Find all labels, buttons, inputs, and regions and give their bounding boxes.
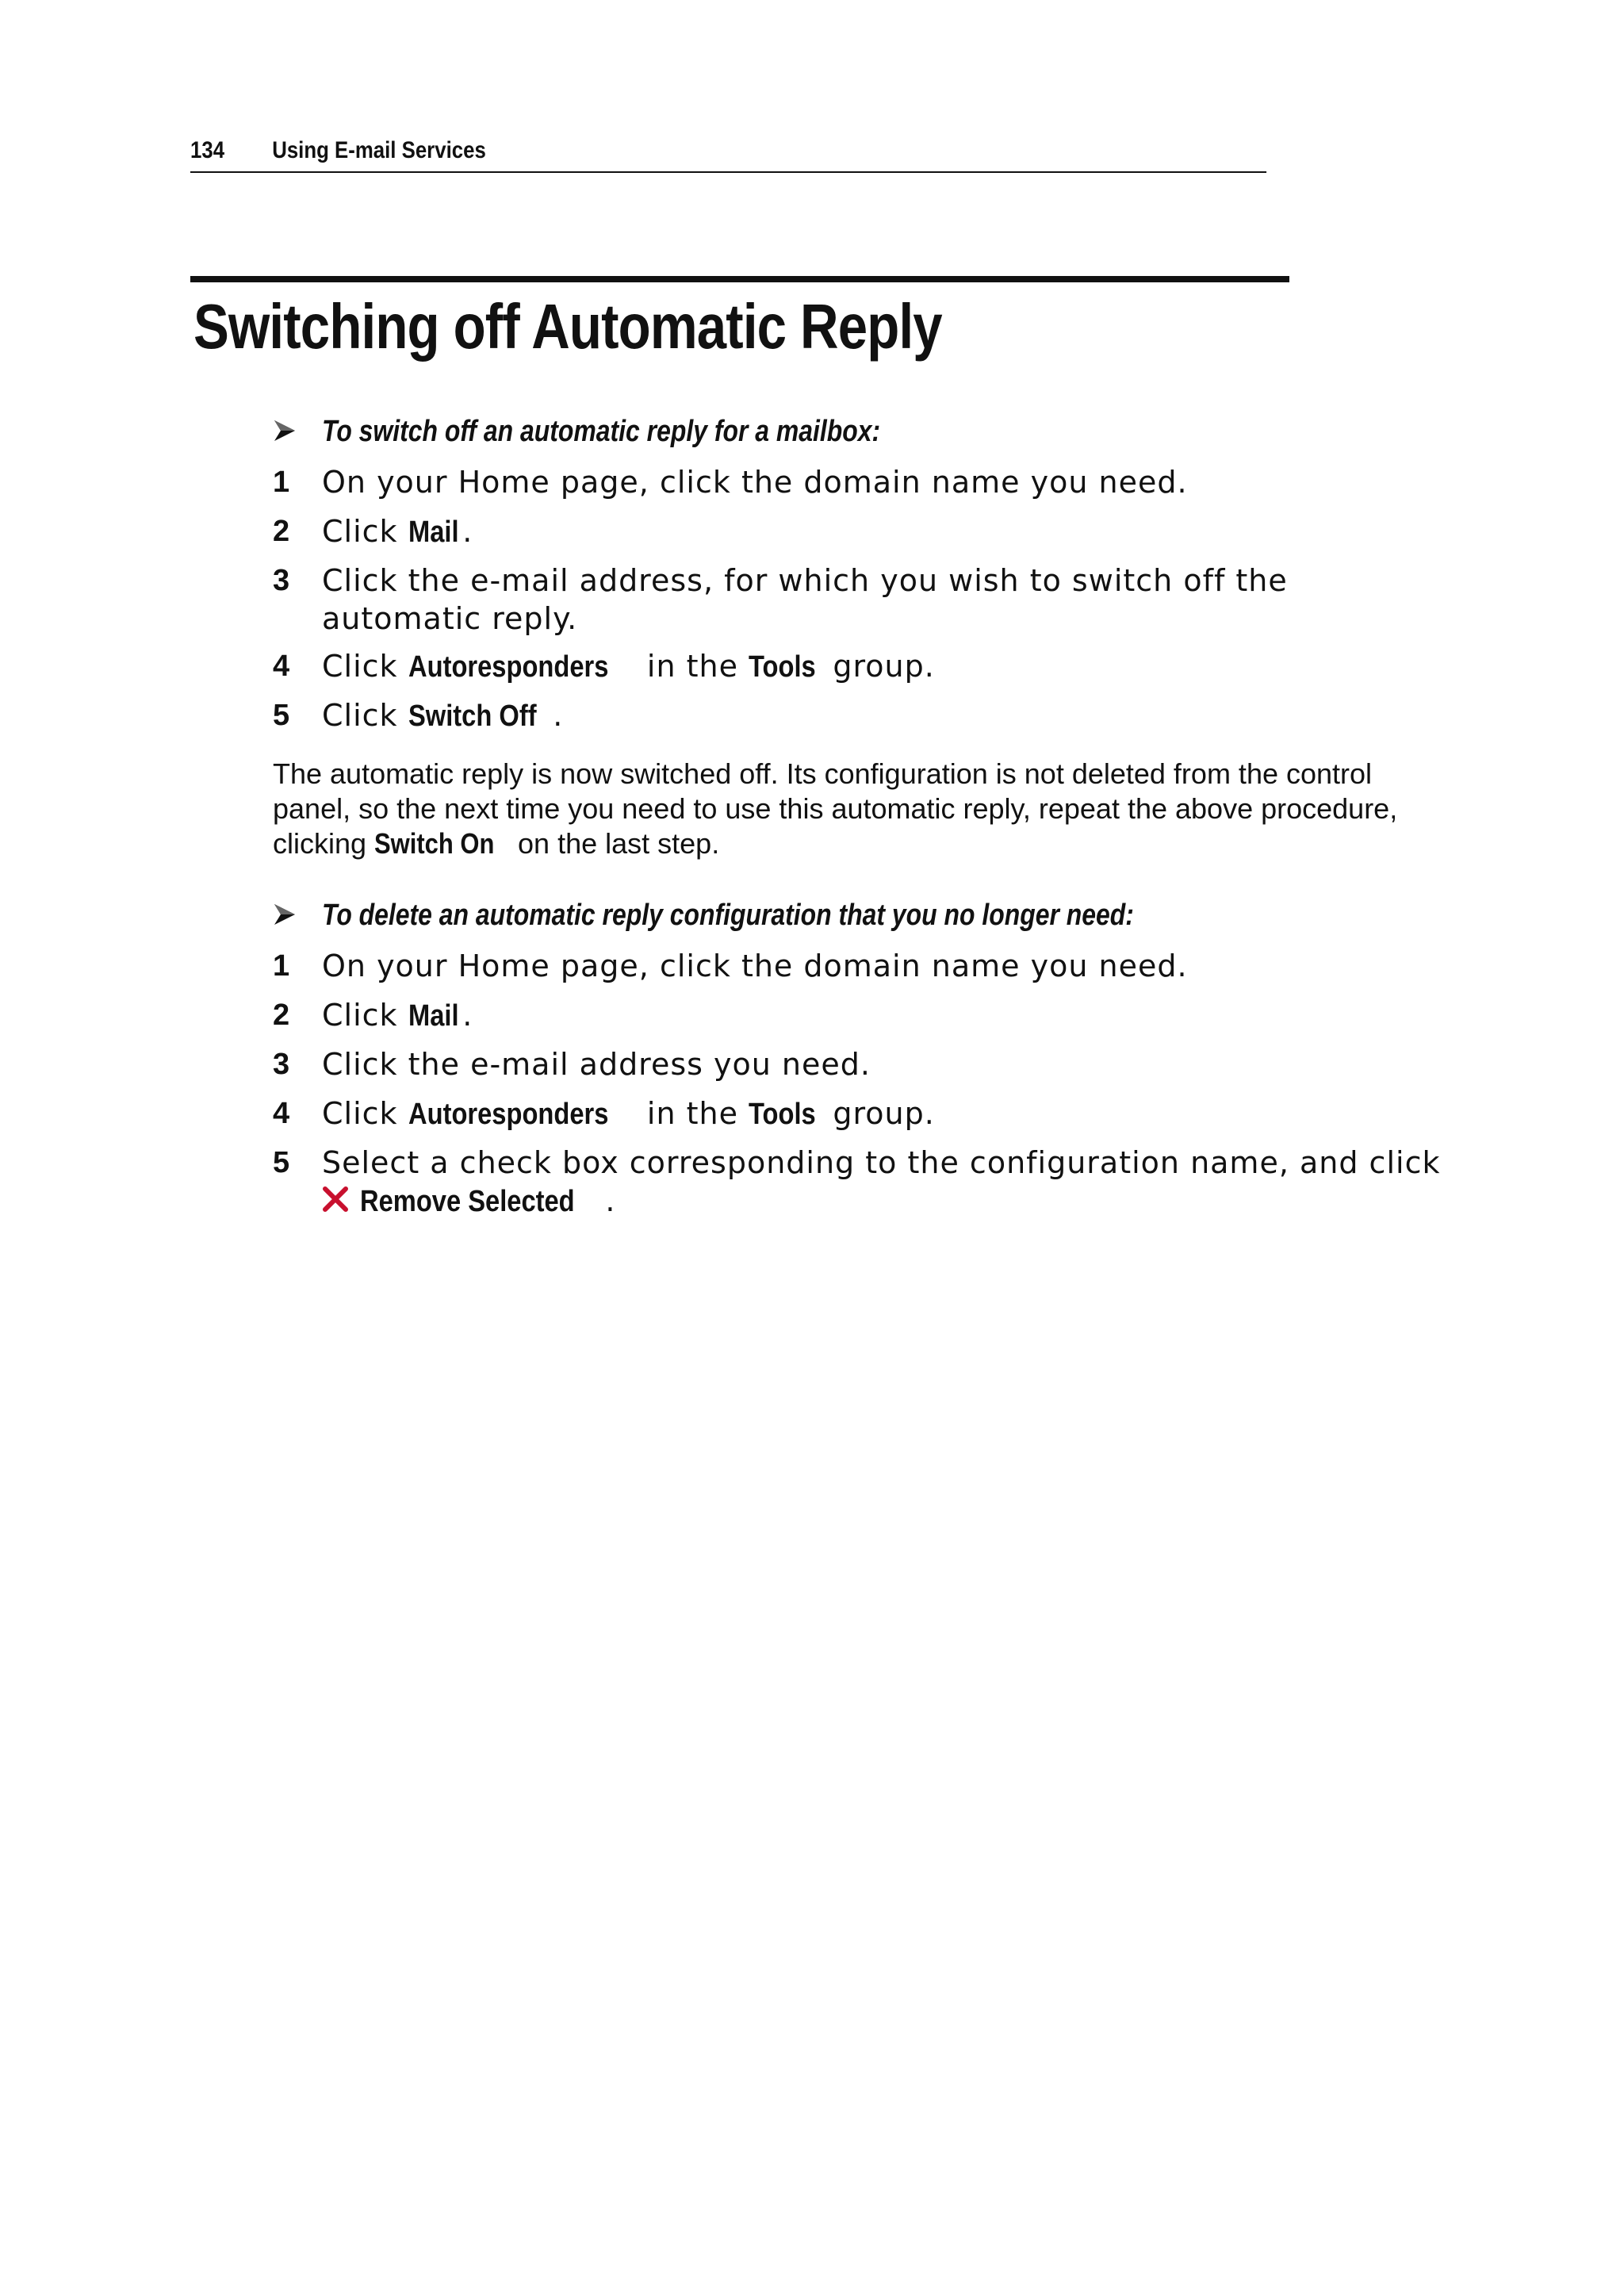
step-number: 4	[273, 1097, 291, 1130]
step-text-part: in the	[636, 649, 749, 684]
step	[273, 947, 1446, 987]
ui-term-switch-on: Switch On	[374, 827, 495, 860]
page-title: Switching off Automatic Reply	[193, 291, 942, 362]
ui-term-switch-off: Switch Off	[408, 700, 537, 733]
step	[273, 562, 1446, 638]
running-header	[190, 136, 1266, 173]
step	[273, 512, 1446, 552]
step-text-part: group.	[822, 1096, 935, 1131]
step-text-part: Click	[322, 514, 408, 549]
step-text-part: group.	[822, 649, 935, 684]
procedure-delete-config	[273, 898, 1446, 1230]
step-text-part: Click	[322, 998, 408, 1033]
running-header-section: Using E-mail Services	[272, 137, 486, 163]
step-text-part: .	[553, 698, 564, 733]
arrowhead-bullet-icon	[273, 419, 297, 443]
step	[273, 647, 1446, 687]
step-number: 1	[273, 949, 291, 983]
step-text: Click the e-mail address, for which you wish to switch off the automatic reply.	[322, 563, 1288, 636]
step-text-part: in the	[636, 1096, 749, 1131]
ui-term-mail: Mail	[408, 516, 459, 549]
step	[273, 1045, 1446, 1085]
procedure-switch-off	[273, 414, 1446, 861]
ui-term-tools: Tools	[749, 650, 816, 684]
heading-rule	[190, 276, 1289, 282]
step-text	[273, 696, 1446, 735]
procedure-heading	[273, 414, 1446, 454]
step-number: 2	[273, 515, 291, 548]
step-number: 3	[273, 564, 291, 597]
arrowhead-bullet-icon	[273, 903, 297, 926]
step	[273, 463, 1446, 503]
remove-x-icon	[322, 1186, 349, 1213]
ui-term-mail: Mail	[408, 999, 459, 1033]
note-text: The automatic reply is now switched off. Its configuration is not deleted from the control panel, so the next time you need to use this automatic reply, repeat the above procedure, clicking	[273, 757, 1398, 860]
step-text-part: Click	[322, 1096, 408, 1131]
step	[273, 996, 1446, 1036]
step-text-part: .	[462, 514, 473, 549]
step-text-part: .	[462, 998, 473, 1033]
step-text-part: .	[605, 1183, 616, 1218]
step-text: On your Home page, click the domain name you need.	[322, 465, 1188, 500]
ui-term-remove-selected: Remove Selected	[360, 1185, 575, 1218]
note-text: on the last step.	[510, 827, 720, 860]
step-number: 5	[273, 699, 291, 732]
step-number: 2	[273, 999, 291, 1032]
step-text-part: Click	[322, 698, 408, 733]
procedure-title: To delete an automatic reply configuration that you no longer need:	[322, 899, 1134, 932]
ui-term-autoresponders: Autoresponders	[408, 1098, 609, 1131]
step-text: On your Home page, click the domain name you need.	[322, 949, 1188, 983]
ui-term-autoresponders: Autoresponders	[408, 650, 609, 684]
step	[273, 1094, 1446, 1134]
page-number: 134	[190, 137, 225, 163]
step-number: 5	[273, 1146, 291, 1179]
step-text: Click the e-mail address you need.	[322, 1047, 871, 1082]
note-paragraph	[273, 757, 1446, 861]
step	[273, 696, 1446, 736]
step-text-part: Select a check box corresponding to the configuration name, and click	[322, 1145, 1441, 1180]
procedure-title: To switch off an automatic reply for a mailbox:	[322, 415, 881, 448]
step-number: 1	[273, 466, 291, 499]
step-number: 4	[273, 650, 291, 683]
step-text	[273, 996, 1446, 1035]
step-text	[273, 1144, 1446, 1221]
step-text-part: Click	[322, 649, 408, 684]
step-number: 3	[273, 1048, 291, 1081]
step-text	[273, 512, 1446, 551]
step-text	[273, 1094, 1446, 1133]
ui-term-tools: Tools	[749, 1098, 816, 1131]
step-text	[273, 647, 1446, 686]
step	[273, 1144, 1446, 1221]
procedure-heading	[273, 898, 1446, 937]
